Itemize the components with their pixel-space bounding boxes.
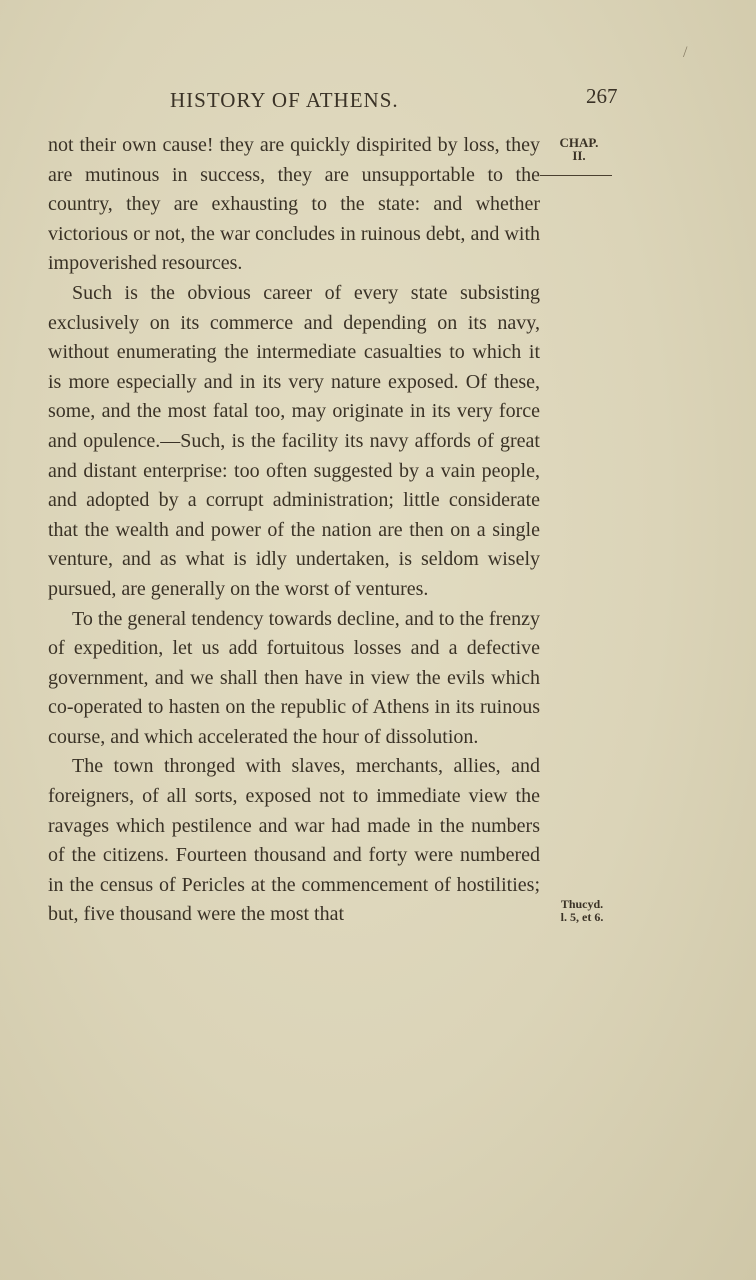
- corner-mark: /: [683, 44, 688, 61]
- chapter-number: II.: [572, 148, 586, 163]
- paragraph-2: Such is the obvious career of every state subsisting exclusively on its commerce and depending on its navy, without enumerating the intermediate casualties to which it is more especially and in its very nature exposed. Of these, some, and the most fatal too, may originate in its very force and opulence.—Such, is the facility its navy affords of great and distant enterprise: too often suggested by a vain people, and adopted by a corrupt administration; little considerate that the wealth and power of the nation are then on a single venture, and as what is idly undertaken, is seldom wisely pursued, are generally on the worst of ventures.: [48, 281, 540, 600]
- paragraph-1: not their own cause! they are quickly dispirited by loss, they are mutinous in success, they are unsupportable to the country, they are exhausting to the state: and whether victorious or not, the war concludes in ruinous debt, and with impoverished resources.: [48, 134, 540, 275]
- page-number: 267: [586, 84, 618, 108]
- margin-citation: [552, 898, 612, 924]
- citation-author: Thucyd.: [560, 897, 604, 911]
- citation-reference: l. 5, et 6.: [560, 910, 604, 924]
- chapter-label: CHAP.: [559, 135, 599, 150]
- body-text: [48, 131, 540, 930]
- paragraph-3: To the general tendency towards decline, and to the frenzy of expedition, let us add fortuitous losses and a defective government, and we shall then have in view the evils which co-operated to hasten on the republic of Athens in its ruinous course, and which accelerated the hour of dissolution.: [48, 607, 540, 748]
- chapter-rule: [540, 175, 612, 176]
- running-head: HISTORY OF ATHENS.: [170, 88, 399, 112]
- paragraph-4: The town thronged with slaves, merchants, allies, and foreigners, of all sorts, exposed not to immediate view the ravages which pestilence and war had made in the numbers of the citizens. Fourteen thousand and forty were numbered in the census of Pericles at the commencement of hostilities; but, five thousand were the most that: [48, 755, 540, 926]
- margin-chapter-note: [552, 136, 606, 162]
